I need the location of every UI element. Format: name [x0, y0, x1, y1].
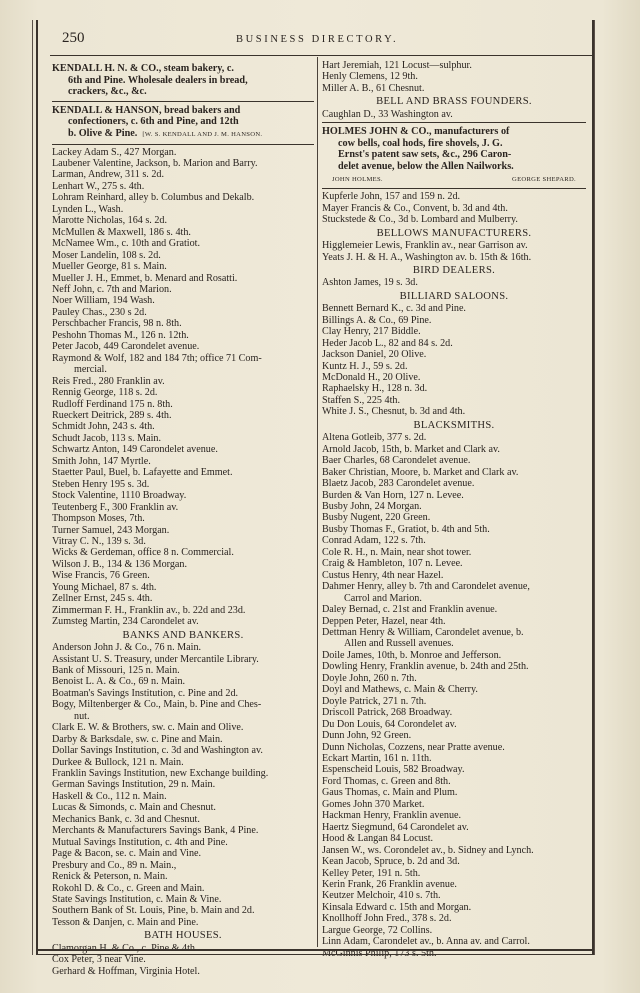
list-item: Zimmerman F. H., Franklin av., b. 22d and 23d. — [52, 604, 246, 616]
entry-text: Dettman Henry & William, Carondelet avenue, b. — [322, 627, 524, 638]
list-item: White J. S., Chesnut, b. 3d and 4th. — [322, 406, 466, 418]
list-item: Baker Christian, Moore, b. Market and Clark av. — [322, 466, 519, 478]
list-item: Dunn John, 92 Green. — [322, 730, 412, 742]
list-item: Peshohn Thomas M., 126 n. 12th. — [52, 329, 189, 341]
list-item: McDonald H., 20 Olive. — [322, 372, 421, 384]
list-item: Doyle John, 260 n. 7th. — [322, 672, 417, 684]
list-item: Kupferle John, 157 and 159 n. 2d. — [322, 191, 461, 203]
list-item: Stock Valentine, 1110 Broadway. — [52, 490, 187, 502]
list-item: Moser Landelin, 108 s. 2d. — [52, 249, 161, 261]
list-item: Renick & Peterson, n. Main. — [52, 871, 168, 883]
list-item: Turner Samuel, 243 Morgan. — [52, 524, 170, 536]
list-item: German Savings Institution, 29 n. Main. — [52, 779, 216, 791]
list-item: Lucas & Simonds, c. Main and Chesnut. — [52, 802, 216, 814]
list-item: Du Don Louis, 64 Corondelet av. — [322, 718, 457, 730]
entries-list — [52, 376, 314, 628]
entry-text: Bogy, Miltenberger & Co., Main, b. Pine and Ches- — [52, 699, 262, 711]
list-item: Durkee & Bullock, 121 n. Main. — [52, 756, 184, 768]
header-rule — [50, 55, 592, 56]
list-item: Gomes John 370 Market. — [322, 798, 425, 810]
ad-line: delet avenue, below the Allen Nailworks. — [338, 161, 514, 173]
frame-rule-left — [32, 20, 33, 955]
column-divider — [317, 57, 318, 947]
list-item: Schwartz Anton, 149 Carondelet avenue. — [52, 444, 218, 456]
list-item: Rudloff Ferdinand 175 n. 8th. — [52, 398, 173, 410]
list-item: Hood & Langan 84 Locust. — [322, 833, 434, 845]
list-item: Laubener Valentine, Jackson, b. Marion and Barry. — [52, 158, 258, 170]
list-item: Busby John, 24 Morgan. — [322, 501, 422, 513]
list-item: Driscoll Patrick, 268 Broadway. — [322, 707, 453, 719]
list-item: Doile James, 10th, b. Monroe and Jefferson. — [322, 649, 502, 661]
list-item: Ford Thomas, c. Green and 8th. — [322, 775, 451, 787]
list-item — [52, 699, 314, 722]
list-item: Baer Charles, 68 Carondelet avenue. — [322, 455, 471, 467]
blacksmiths-list — [322, 432, 586, 581]
left-column — [52, 60, 314, 977]
section-heading-bird-dealers: BIRD DEALERS. — [412, 264, 496, 276]
list-item: Clark E. W. & Brothers, sw. c. Main and Olive. — [52, 722, 244, 734]
section-heading-billiard: BILLIARD SALOONS. — [399, 290, 509, 302]
list-item: Kelley Peter, 191 n. 5th. — [322, 867, 421, 879]
list-item: Arnold Jacob, 15th, b. Market and Clark av. — [322, 443, 500, 455]
blacksmiths-list — [322, 650, 586, 959]
list-item: Perschbacher Francis, 98 n. 8th. — [52, 318, 182, 330]
list-item: Lackey Adam S., 427 Morgan. — [52, 146, 177, 158]
section-heading-bath-houses: BATH HOUSES. — [144, 930, 222, 942]
list-item: Yeats J. H. & H. A., Washington av. b. 15th & 16th. — [322, 251, 532, 263]
list-item: Kuntz H. J., 59 s. 2d. — [322, 360, 408, 372]
ad-partners: [W. S. KENDALL AND J. M. HANSON. — [142, 130, 263, 138]
list-item: Rennig George, 118 s. 2d. — [52, 387, 158, 399]
list-item: Jackson Daniel, 20 Olive. — [322, 349, 427, 361]
list-item: Bennett Bernard K., c. 3d and Pine. — [322, 303, 466, 315]
section-heading-banks: BANKS AND BANKERS. — [122, 629, 244, 641]
ad-kendall-co — [52, 60, 314, 102]
entries-list — [322, 60, 586, 94]
section-heading-bell-founders: BELL AND BRASS FOUNDERS. — [376, 96, 532, 108]
list-item: Gaus Thomas, c. Main and Plum. — [322, 787, 458, 799]
ad-line: Ernst's patent saw sets, &c., 296 Caron- — [338, 149, 512, 161]
entry-continuation: Allen and Russell avenues. — [344, 638, 454, 650]
list-item: Hackman Henry, Franklin avenue. — [322, 810, 462, 822]
list-item: Smith John, 147 Myrtle. — [52, 455, 151, 467]
ad-line: crackers, &c., &c. — [68, 86, 147, 98]
bellows-list — [322, 240, 586, 263]
list-item: Neff John, c. 7th and Marion. — [52, 284, 172, 295]
list-item — [322, 581, 586, 604]
ad-line: cow bells, coal hods, fire shovels, J. G. — [338, 137, 503, 149]
list-item: Gerhard & Hoffman, Virginia Hotel. — [52, 965, 200, 977]
blacksmiths-list — [322, 604, 586, 627]
entry-continuation: nut. — [74, 710, 90, 722]
list-item: Boatman's Savings Institution, c. Pine and 2d. — [52, 687, 239, 699]
entries-list — [52, 147, 314, 353]
list-item: Mechanics Bank, c. 3d and Chesnut. — [52, 813, 200, 825]
ad-kendall-hanson — [52, 102, 314, 145]
list-item: Blaetz Jacob, 283 Carondelet avenue. — [322, 478, 475, 490]
list-item: Assistant U. S. Treasury, under Mercantile Library. — [52, 653, 259, 665]
list-item: Benoist L. A. & Co., 69 n. Main. — [52, 676, 186, 688]
list-item: McMullen & Maxwell, 186 s. 4th. — [52, 226, 191, 238]
list-item: Daley Bernad, c. 21st and Franklin avenue. — [322, 604, 498, 616]
list-item: Altena Gotleib, 377 s. 2d. — [322, 432, 427, 444]
list-item: Marotte Nicholas, 164 s. 2d. — [52, 215, 168, 227]
list-item: Peter Jacob, 449 Carondelet avenue. — [52, 341, 200, 353]
list-item: Miller A. B., 61 Chesnut. — [322, 82, 425, 94]
list-item: Zumsteg Martin, 234 Carondelet av. — [52, 616, 199, 628]
list-item: State Savings Institution, c. Main & Vine. — [52, 894, 222, 906]
list-item: Wise Francis, 76 Green. — [52, 570, 150, 582]
list-item: McGinnis Philip, 173 s. 5th. — [322, 947, 437, 959]
entry-text: Dahmer Henry, alley b. 7th and Carondelet avenue, — [322, 581, 530, 593]
list-item: Schudt Jacob, 113 s. Main. — [52, 432, 162, 444]
list-item: Doyle Patrick, 271 n. 7th. — [322, 695, 427, 707]
entry-continuation: Carrol and Marion. — [344, 592, 422, 604]
list-item: Heder Jacob L., 82 and 84 s. 2d. — [322, 337, 453, 349]
list-item: Vitray C. N., 139 s. 3d. — [52, 535, 146, 547]
list-item: Merchants & Manufacturers Savings Bank, 4 Pine. — [52, 825, 259, 837]
list-item: Staffen S., 225 4th. — [322, 394, 400, 406]
list-item: Custus Henry, 4th near Hazel. — [322, 569, 444, 581]
list-item: Henly Clemens, 12 9th. — [322, 71, 418, 83]
bell-list — [322, 109, 586, 120]
list-item: Larman, Andrew, 311 s. 2d. — [52, 169, 165, 181]
section-heading-bellows: BELLOWS MANUFACTURERS. — [376, 227, 532, 239]
list-item: Dowling Henry, Franklin avenue, b. 24th and 25th. — [322, 661, 529, 673]
list-item: Southern Bank of St. Louis, Pine, b. Main and 2d. — [52, 905, 255, 917]
list-item: Knollhoff John Fred., 378 s. 2d. — [322, 913, 452, 925]
list-item: Deppen Peter, Hazel, near 4th. — [322, 615, 446, 627]
list-item — [322, 627, 586, 650]
list-item: Raphaelsky H., 128 n. 3d. — [322, 383, 428, 395]
list-item: Stuckstede & Co., 3d b. Lombard and Mulberry. — [322, 214, 518, 226]
list-item: Franklin Savings Institution, new Exchange building. — [52, 768, 269, 780]
list-item: Lohram Reinhard, alley b. Columbus and Dekalb. — [52, 192, 255, 204]
section-heading-blacksmiths: BLACKSMITHS. — [413, 419, 495, 431]
list-item: Wicks & Gerdeman, office 8 n. Commercial. — [52, 547, 234, 559]
list-item: Page & Bacon, se. c. Main and Vine. — [52, 848, 202, 860]
list-item: Cox Peter, 3 near Vine. — [52, 954, 146, 966]
list-item: Jansen W., ws. Corondelet av., b. Sidney and Lynch. — [322, 844, 534, 856]
frame-rule-right — [594, 20, 595, 955]
list-item: Thompson Moses, 7th. — [52, 513, 145, 525]
list-item — [52, 353, 314, 376]
list-item: Kerin Frank, 26 Franklin avenue. — [322, 878, 457, 890]
list-item: Dunn Nicholas, Cozzens, near Pratte avenue. — [322, 741, 505, 753]
list-item: Staetter Paul, Buel, b. Lafayette and Emmet. — [52, 467, 233, 479]
banks-list — [52, 722, 314, 928]
list-item: Noer William, 194 Wash. — [52, 295, 155, 307]
list-item: Hart Jeremiah, 121 Locust—sulphur. — [322, 60, 472, 71]
ad-line: KENDALL H. N. & CO., steam bakery, c. — [52, 63, 234, 74]
list-item: Largue George, 72 Collins. — [322, 924, 433, 936]
billiard-list — [322, 303, 586, 418]
list-item: Anderson John J. & Co., 76 n. Main. — [52, 642, 202, 654]
list-item: Haertz Siegmund, 64 Carondelet av. — [322, 821, 469, 833]
list-item: Billings A. & Co., 69 Pine. — [322, 314, 432, 326]
list-item: Schmidt John, 243 s. 4th. — [52, 421, 155, 433]
list-item: Linn Adam, Carondelet av., b. Anna av. and Carrol. — [322, 936, 530, 948]
list-item: Reis Fred., 280 Franklin av. — [52, 375, 165, 387]
list-item: Haskell & Co., 112 n. Main. — [52, 790, 167, 802]
list-item: Tesson & Danjen, c. Main and Pine. — [52, 916, 199, 928]
list-item: Rueckert Deitrick, 289 s. 4th. — [52, 409, 172, 421]
banks-list — [52, 642, 314, 699]
ad-signature-right: GEORGE SHEPARD. — [512, 175, 576, 183]
list-item: Lenhart W., 275 s. 4th. — [52, 180, 145, 192]
list-item: Clamorgan H. & Co., c. Pine & 4th. — [52, 942, 198, 954]
ad-holmes — [322, 122, 586, 189]
list-item: Rokohl D. & Co., c. Green and Main. — [52, 882, 205, 894]
list-item: Kean Jacob, Spruce, b. 2d and 3d. — [322, 856, 460, 868]
list-item: Doyl and Mathews, c. Main & Cherry. — [322, 684, 478, 696]
list-item: Teutenberg F., 300 Franklin av. — [52, 501, 179, 513]
ad-signature-left: JOHN HOLMES. — [332, 175, 383, 183]
bath-list — [52, 943, 314, 977]
running-title: BUSINESS DIRECTORY. — [236, 34, 399, 45]
list-item: Caughlan D., 33 Washington av. — [322, 108, 453, 120]
ad-line: 6th and Pine. Wholesale dealers in bread, — [68, 74, 248, 86]
list-item: Ashton James, 19 s. 3d. — [322, 277, 418, 289]
list-item: Eckart Martin, 161 n. 11th. — [322, 752, 432, 764]
ad-line: b. Olive & Pine. — [68, 127, 138, 139]
list-item: Kinsala Edward c. 15th and Morgan. — [322, 901, 472, 913]
list-item: Mueller George, 81 s. Main. — [52, 261, 167, 273]
list-item: Wilson J. B., 134 & 136 Morgan. — [52, 558, 187, 570]
list-item: Cole R. H., n. Main, near shot tower. — [322, 546, 472, 558]
list-item: McNamee Wm., c. 10th and Gratiot. — [52, 238, 200, 250]
list-item: Mayer Francis & Co., Convent, b. 3d and 4th. — [322, 202, 508, 214]
ad-line: HOLMES JOHN & CO., manufacturers of — [322, 126, 510, 138]
list-item: Busby Nugent, 220 Green. — [322, 512, 431, 524]
list-item: Higglemeier Lewis, Franklin av., near Garrison av. — [322, 240, 528, 252]
ad-line: KENDALL & HANSON, bread bakers and — [52, 104, 241, 116]
right-column — [322, 60, 586, 959]
bird-list — [322, 277, 586, 288]
list-item: Mutual Savings Institution, c. 4th and Pine. — [52, 836, 228, 848]
list-item: Mueller J. H., Emmet, b. Menard and Rosatti. — [52, 272, 238, 284]
list-item: Presbury and Co., 89 n. Main., — [52, 859, 177, 871]
list-item: Dollar Savings Institution, c. 3d and Washington av. — [52, 745, 263, 757]
list-item: Steben Henry 195 s. 3d. — [52, 478, 150, 490]
list-item: Busby Thomas F., Gratiot, b. 4th and 5th. — [322, 523, 490, 535]
list-item: Espenscheid Louis, 582 Broadway. — [322, 764, 465, 776]
list-item: Conrad Adam, 122 s. 7th. — [322, 535, 426, 547]
list-item: Lynden L., Wash. — [52, 203, 124, 215]
list-item: Craig & Hambleton, 107 n. Levee. — [322, 558, 463, 570]
bell-list — [322, 191, 586, 225]
list-item: Young Michael, 87 s. 4th. — [52, 581, 157, 593]
entry-text: Raymond & Wolf, 182 and 184 7th; office 71 Com- — [52, 352, 262, 364]
footer-rule — [36, 949, 594, 955]
list-item: Burden & Van Horn, 127 n. Levee. — [322, 489, 464, 501]
list-item: Clay Henry, 217 Biddle. — [322, 326, 421, 338]
ad-line: confectioners, c. 6th and Pine, and 12th — [68, 116, 239, 128]
list-item: Bank of Missouri, 125 n. Main. — [52, 664, 180, 676]
list-item: Keutzer Melchoir, 410 s. 7th. — [322, 890, 441, 902]
list-item: Darby & Barksdale, sw. c. Pine and Main. — [52, 733, 223, 745]
page-number: 250 — [62, 30, 85, 46]
list-item: Zellner Ernst, 245 s. 4th. — [52, 593, 153, 605]
entry-continuation: mercial. — [74, 364, 107, 376]
list-item: Pauley Chas., 230 s 2d. — [52, 306, 147, 318]
